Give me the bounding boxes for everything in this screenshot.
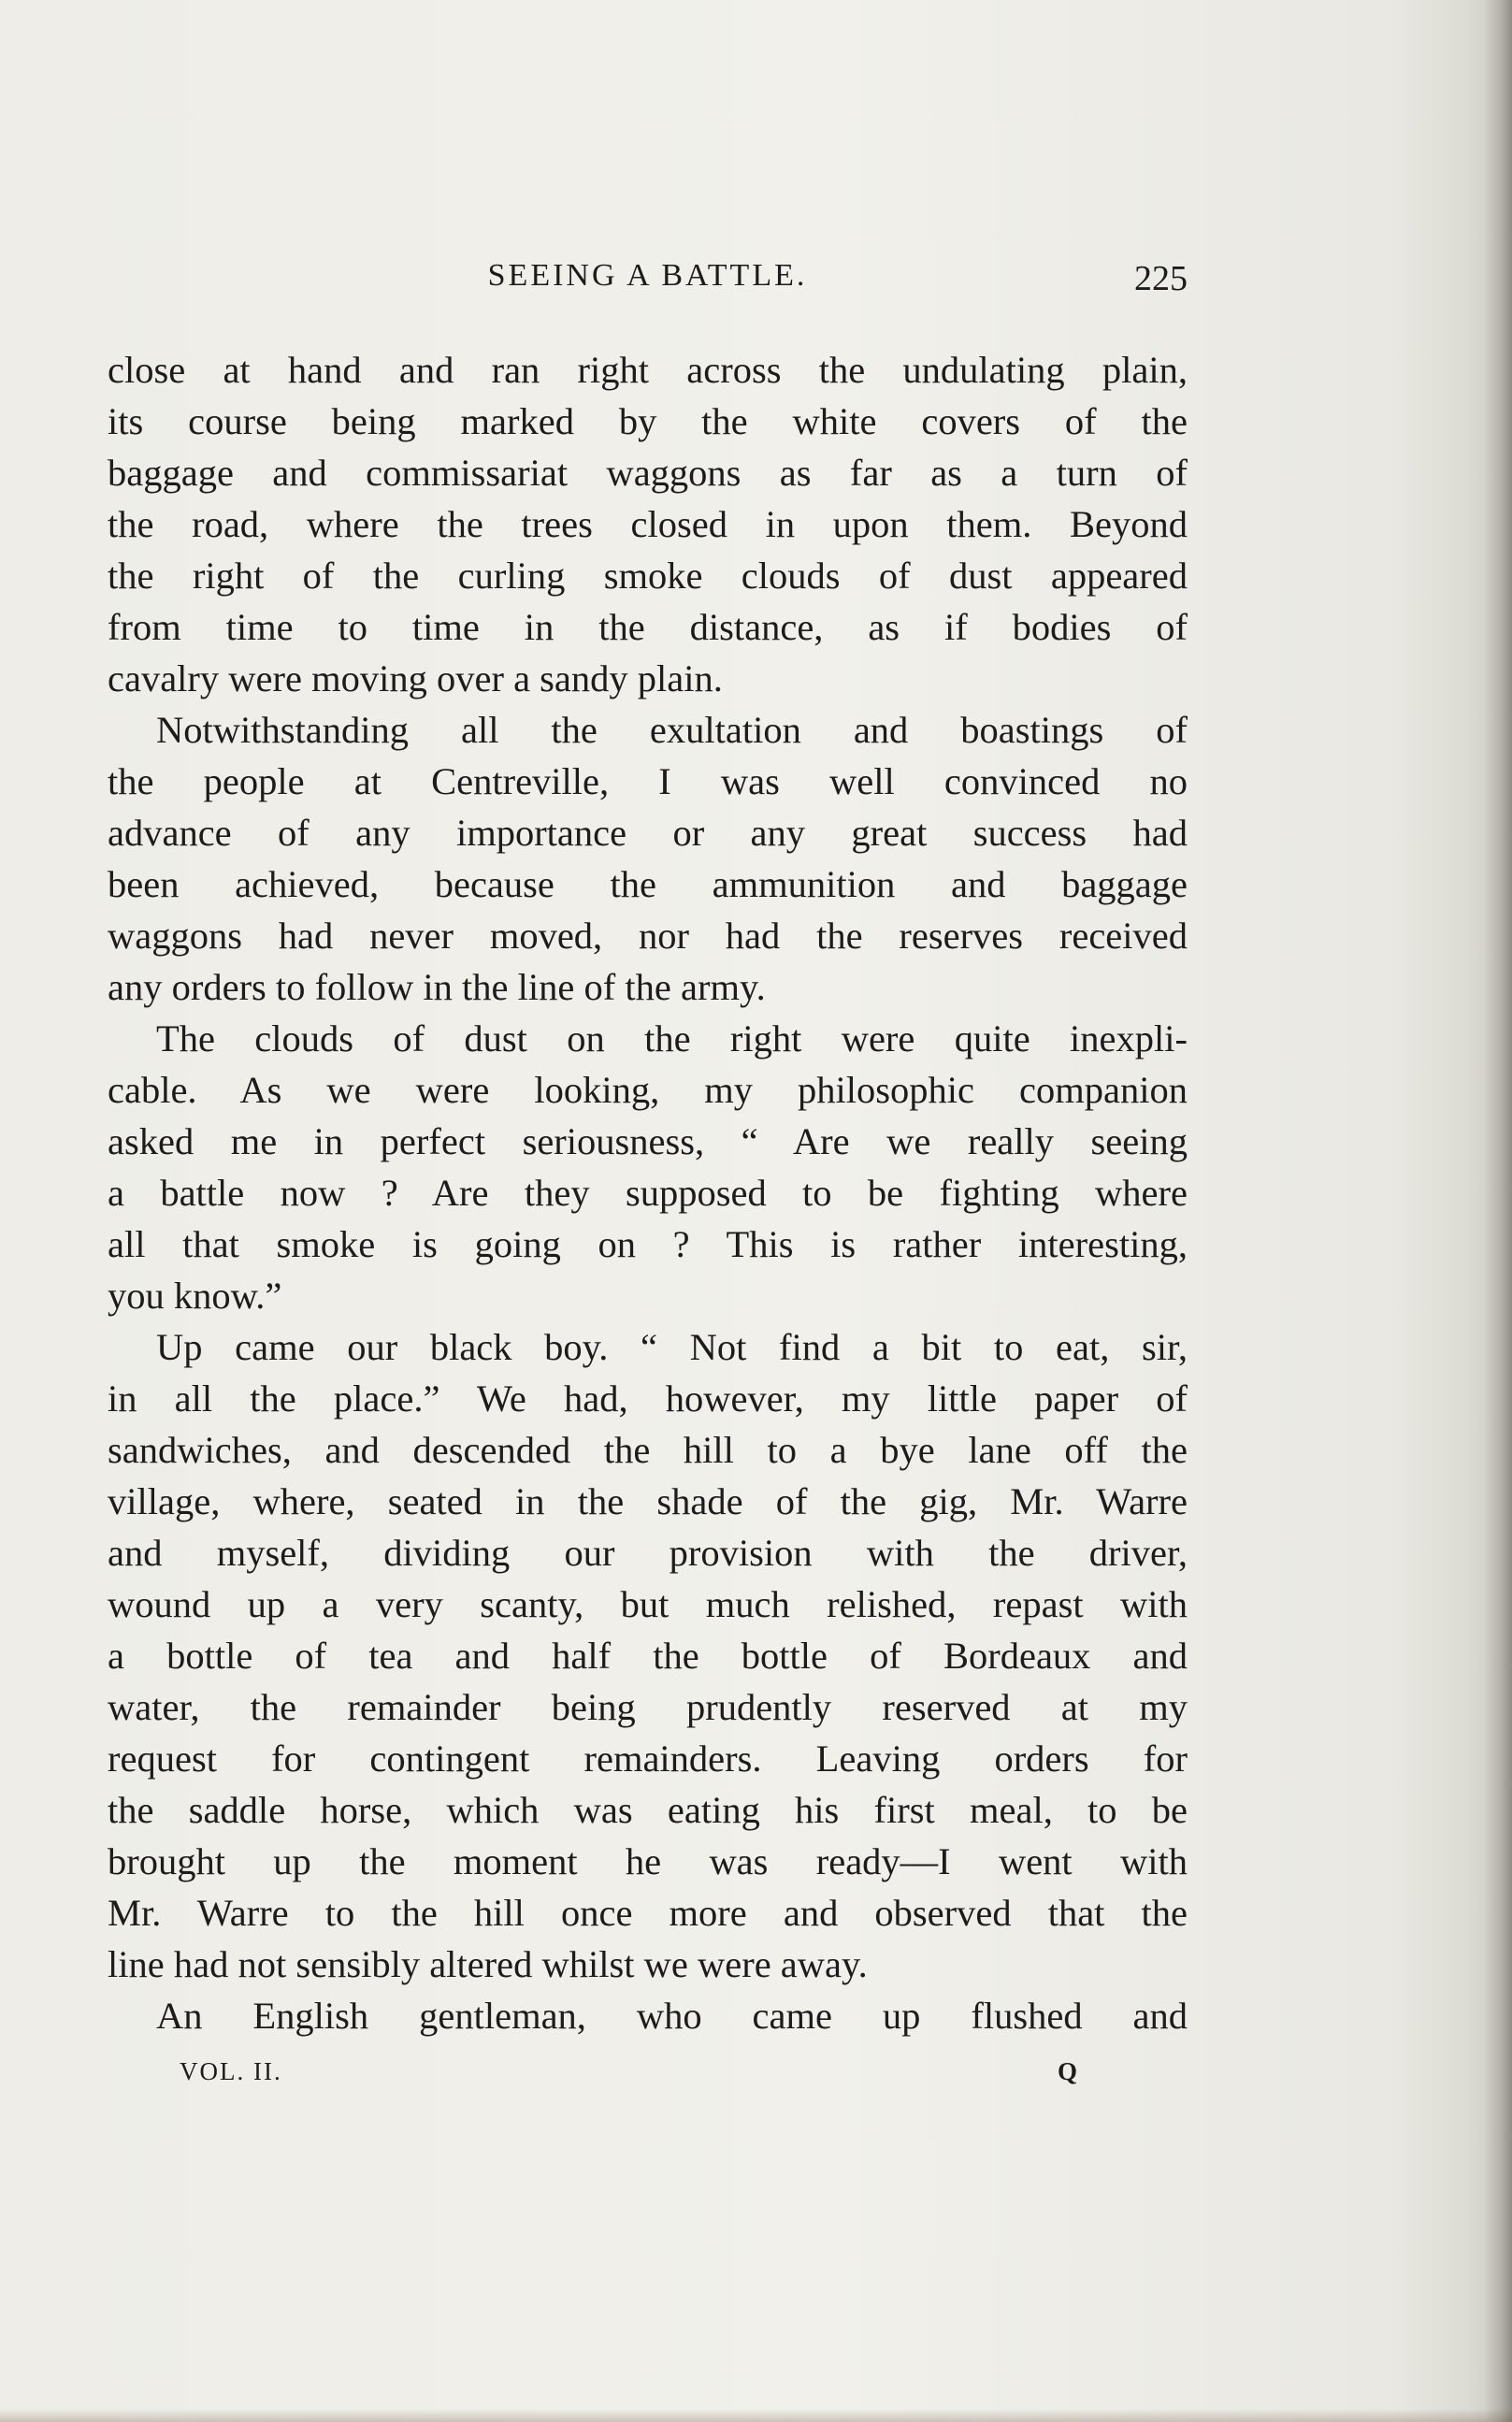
text-line: the saddle horse, which was eating his first meal, to be bbox=[108, 1789, 1188, 1831]
text-line: the road, where the trees closed in upon them. Beyond bbox=[108, 503, 1188, 545]
text-line: its course being marked by the white covers of the bbox=[108, 400, 1188, 442]
text-line: close at hand and ran right across the undulating plain, bbox=[108, 349, 1188, 391]
text-line: baggage and commissariat waggons as far as a turn of bbox=[108, 452, 1188, 494]
text-line: line had not sensibly altered whilst we were away. bbox=[108, 1943, 868, 1985]
paragraph-first-line: An English gentleman, who came up flushed and bbox=[156, 1995, 1188, 2037]
text-line: advance of any importance or any great success had bbox=[108, 812, 1188, 854]
running-title: SEEING A BATTLE. bbox=[487, 258, 808, 293]
text-line: all that smoke is going on ? This is rather interesting, bbox=[108, 1223, 1188, 1265]
text-line: the people at Centreville, I was well convinced no bbox=[108, 760, 1188, 802]
text-line: request for contingent remainders. Leaving orders for bbox=[108, 1737, 1188, 1780]
page-number: 225 bbox=[1134, 259, 1188, 298]
text-line: a bottle of tea and half the bottle of Bordeaux and bbox=[108, 1635, 1188, 1677]
paragraph-first-line: Notwithstanding all the exultation and boastings of bbox=[156, 709, 1188, 751]
text-line: in all the place.” We had, however, my little paper of bbox=[108, 1377, 1188, 1420]
text-line: asked me in perfect seriousness, “ Are we really seeing bbox=[108, 1120, 1188, 1162]
page-footer bbox=[180, 2057, 1077, 2095]
text-line: from time to time in the distance, as if bodies of bbox=[108, 606, 1188, 648]
volume-label: VOL. II. bbox=[180, 2057, 282, 2085]
text-line: a battle now ? Are they supposed to be fighting where bbox=[108, 1172, 1188, 1214]
text-line: you know.” bbox=[108, 1275, 282, 1317]
running-head bbox=[108, 258, 1188, 307]
paragraph-first-line: The clouds of dust on the right were quite inexpli- bbox=[156, 1017, 1188, 1060]
text-line: water, the remainder being prudently reserved at my bbox=[108, 1686, 1188, 1728]
text-line: sandwiches, and descended the hill to a bye lane off the bbox=[108, 1429, 1188, 1471]
text-line: any orders to follow in the line of the army. bbox=[108, 966, 766, 1008]
signature-mark: Q bbox=[1057, 2057, 1077, 2085]
text-line: Mr. Warre to the hill once more and observed that the bbox=[108, 1892, 1188, 1934]
text-line: cable. As we were looking, my philosophic companion bbox=[108, 1069, 1188, 1111]
text-line: village, where, seated in the shade of the gig, Mr. Warre bbox=[108, 1480, 1188, 1522]
paragraph-first-line: Up came our black boy. “ Not find a bit to eat, sir, bbox=[156, 1326, 1188, 1368]
text-line: the right of the curling smoke clouds of dust appeared bbox=[108, 555, 1188, 597]
text-line: brought up the moment he was ready—I went with bbox=[108, 1840, 1188, 1882]
text-line: and myself, dividing our provision with the driver, bbox=[108, 1532, 1188, 1574]
body-text bbox=[108, 344, 1188, 2041]
text-line: wound up a very scanty, but much relished, repast with bbox=[108, 1583, 1188, 1625]
page-bottom-edge bbox=[0, 2409, 1512, 2422]
page-edge-shadow bbox=[1484, 0, 1512, 2422]
text-line: waggons had never moved, nor had the reserves received bbox=[108, 915, 1188, 957]
text-line: cavalry were moving over a sandy plain. bbox=[108, 657, 723, 699]
text-line: been achieved, because the ammunition and baggage bbox=[108, 863, 1188, 905]
